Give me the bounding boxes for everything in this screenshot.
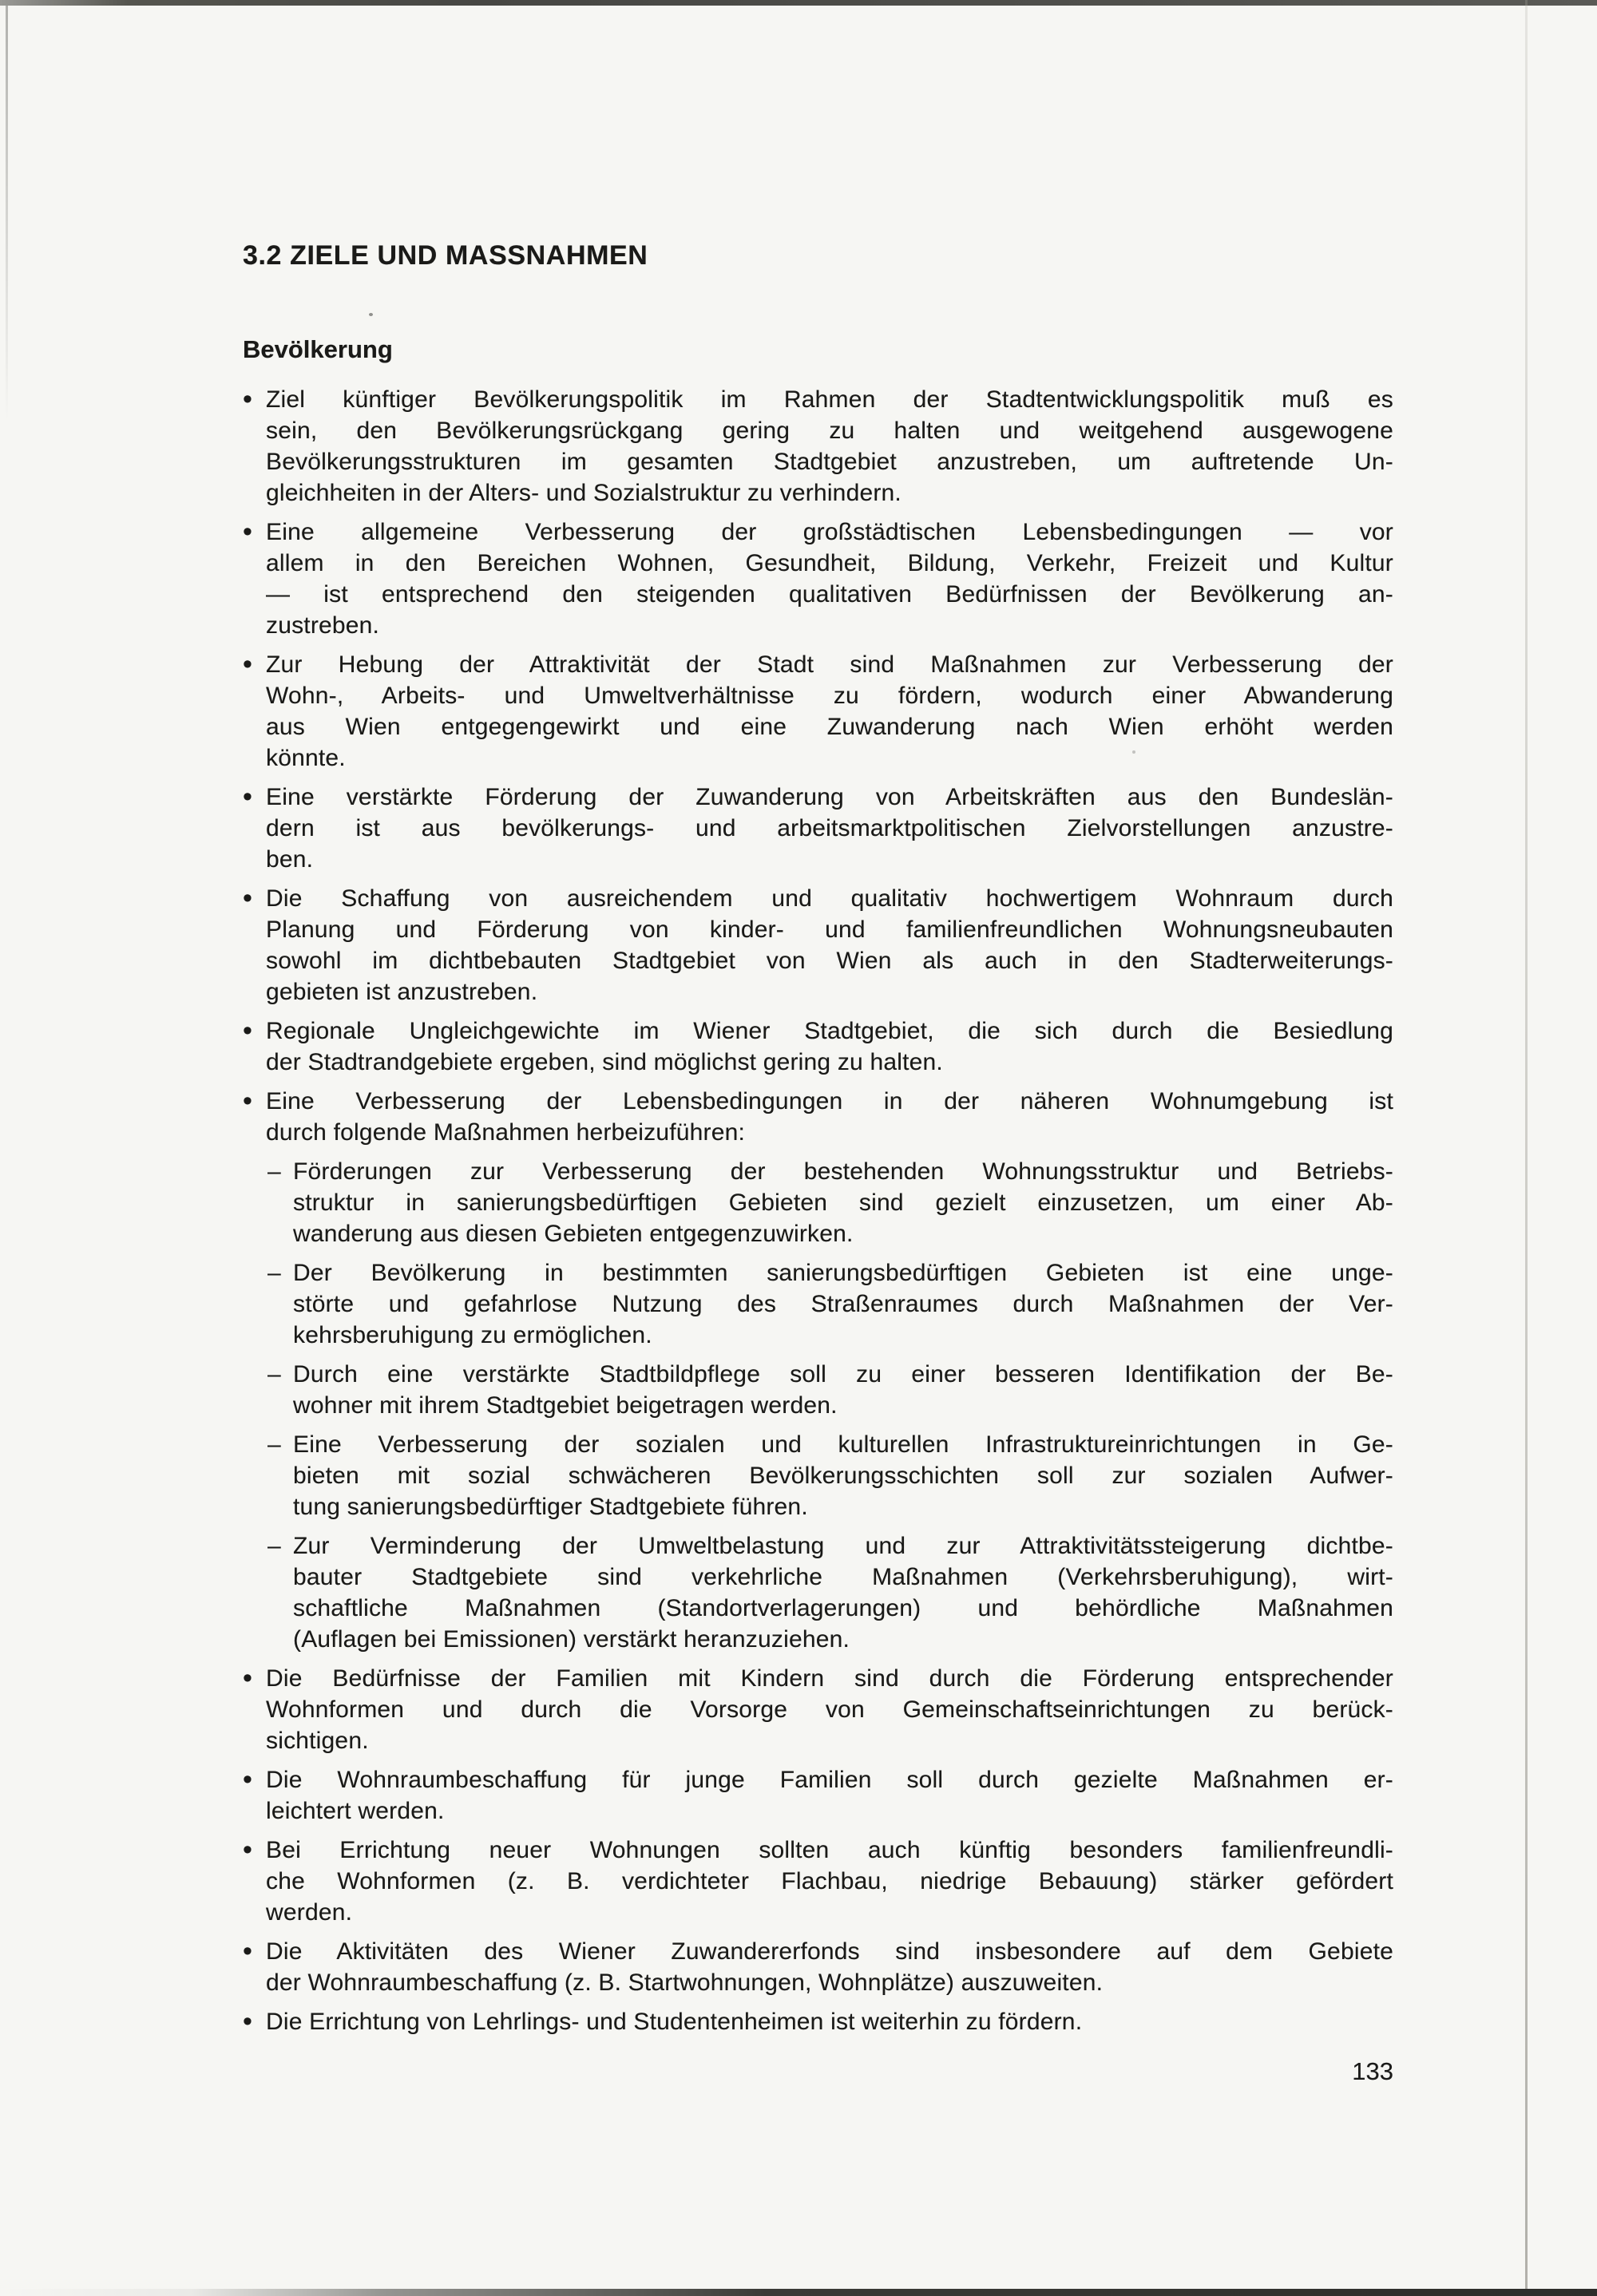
item-text — [266, 883, 1393, 1007]
dash-marker: – — [267, 1533, 281, 1559]
text-line: Eine Verbesserung der Lebensbedingungen in der näheren Wohnumgebung ist — [266, 1088, 1393, 1114]
text-line: Die Bedürfnisse der Familien mit Kindern sind durch die Förderung entsprechender — [266, 1665, 1393, 1692]
text-line: Ziel künftiger Bevölkerungspolitik im Rahmen der Stadtentwicklungspolitik muß es — [266, 386, 1393, 413]
list-item — [243, 649, 1393, 774]
text-line: Regionale Ungleichgewichte im Wiener Stadtgebiet, die sich durch die Besiedlung — [266, 1018, 1393, 1044]
section-heading: 3.2 ZIELE UND MASSNAHMEN — [243, 240, 648, 271]
item-text — [266, 1936, 1393, 1998]
text-line: Zur Verminderung der Umweltbelastung und zur Attraktivitätssteigerung dichtbe- — [293, 1533, 1393, 1559]
dash-marker: – — [267, 1260, 281, 1286]
dash-marker: – — [267, 1361, 281, 1387]
text-line: der Stadtrandgebiete ergeben, sind möglichst gering zu halten. — [266, 1049, 943, 1075]
list-item — [243, 1663, 1393, 1756]
bullet-marker: • — [243, 1835, 253, 1865]
list-item — [243, 1764, 1393, 1827]
list-item — [243, 1936, 1393, 1998]
text-line: sowohl im dichtbebauten Stadtgebiet von Wien als auch in den Stadterweiterungs- — [266, 948, 1393, 974]
item-text — [266, 1835, 1393, 1928]
text-line: allem in den Bereichen Wohnen, Gesundheit, Bildung, Verkehr, Freizeit und Kultur — [266, 550, 1393, 576]
page-number: 133 — [1352, 2057, 1393, 2085]
text-line: wohner mit ihrem Stadtgebiet beigetragen werden. — [293, 1392, 838, 1419]
bullet-marker: • — [243, 649, 253, 679]
text-line: Eine verstärkte Förderung der Zuwanderung von Arbeitskräften aus den Bundeslän- — [266, 784, 1393, 810]
text-line: Die Aktivitäten des Wiener Zuwandererfonds sind insbesondere auf dem Gebiete — [266, 1938, 1393, 1965]
text-line: (Auflagen bei Emissionen) verstärkt heranzuziehen. — [293, 1626, 850, 1653]
text-line: Wohnformen und durch die Vorsorge von Gemeinschaftseinrichtungen zu berück- — [266, 1696, 1393, 1723]
item-text — [293, 1429, 1393, 1522]
bullet-marker: • — [243, 782, 253, 812]
text-line: durch folgende Maßnahmen herbeizuführen: — [266, 1119, 746, 1146]
text-line: dern ist aus bevölkerungs- und arbeitsmarktpolitischen Zielvorstellungen anzustre- — [266, 815, 1393, 841]
list-item — [243, 384, 1393, 509]
item-text — [266, 782, 1393, 875]
scan-fold-line — [1525, 0, 1528, 2296]
list-item — [243, 782, 1393, 875]
text-line: Eine Verbesserung der sozialen und kulturellen Infrastruktureinrichtungen in Ge- — [293, 1431, 1393, 1458]
text-line: Planung und Förderung von kinder- und familienfreundlichen Wohnungsneubauten — [266, 916, 1393, 943]
text-line: sichtigen. — [266, 1728, 369, 1754]
text-line: Die Errichtung von Lehrlings- und Studentenheimen ist weiterhin zu fördern. — [266, 2009, 1083, 2035]
list-item — [243, 883, 1393, 1007]
item-text — [293, 1257, 1393, 1351]
list-item — [267, 1359, 1393, 1421]
item-text — [266, 384, 1393, 509]
text-line: Die Schaffung von ausreichendem und qualitativ hochwertigem Wohnraum durch — [266, 885, 1393, 912]
bullet-marker: • — [243, 1936, 253, 1966]
list-item — [267, 1429, 1393, 1522]
bullet-marker: • — [243, 1086, 253, 1116]
text-line: zustreben. — [266, 612, 380, 639]
list-item — [267, 1156, 1393, 1249]
bullet-marker: • — [243, 883, 253, 913]
item-text — [266, 1764, 1393, 1827]
text-line: bauter Stadtgebiete sind verkehrliche Maßnahmen (Verkehrsberuhigung), wirt- — [293, 1564, 1393, 1590]
text-line: — ist entsprechend den steigenden qualitativen Bedürfnissen der Bevölkerung an- — [266, 581, 1393, 608]
text-line: struktur in sanierungsbedürftigen Gebieten sind gezielt einzusetzen, um einer Ab- — [293, 1190, 1393, 1216]
bullet-marker: • — [243, 384, 253, 414]
bullet-marker: • — [243, 1764, 253, 1795]
text-line: wanderung aus diesen Gebieten entgegenzuwirken. — [293, 1221, 854, 1247]
page-bottom-edge-line — [0, 2289, 1597, 2296]
text-line: Durch eine verstärkte Stadtbildpflege soll zu einer besseren Identifikation der Be- — [293, 1361, 1393, 1387]
bullet-marker: • — [243, 517, 253, 547]
text-line: ben. — [266, 846, 314, 873]
text-line: leichtert werden. — [266, 1798, 445, 1824]
bullet-marker: • — [243, 1015, 253, 1046]
page-left-edge-line — [6, 6, 8, 421]
subsection-heading: Bevölkerung — [243, 335, 393, 363]
text-line: der Wohnraumbeschaffung (z. B. Startwohnungen, Wohnplätze) auszuweiten. — [266, 1969, 1104, 1996]
item-text — [266, 1015, 1393, 1078]
page-content — [243, 239, 1393, 2037]
text-line: störte und gefahrlose Nutzung des Straßenraumes durch Maßnahmen der Ver- — [293, 1291, 1393, 1317]
text-line: Bei Errichtung neuer Wohnungen sollten auch künftig besonders familienfreundli- — [266, 1837, 1393, 1863]
list-item — [243, 1835, 1393, 1928]
list-item — [243, 1015, 1393, 1078]
text-line: Bevölkerungsstrukturen im gesamten Stadtgebiet anzustreben, um auftretende Un- — [266, 449, 1393, 475]
text-line: werden. — [266, 1899, 353, 1926]
list-item — [243, 1086, 1393, 1148]
list-item — [243, 517, 1393, 641]
page-top-edge-line — [0, 0, 1597, 6]
list-item — [267, 1257, 1393, 1351]
item-text — [266, 1663, 1393, 1756]
text-line: aus Wien entgegengewirkt und eine Zuwanderung nach Wien erhöht werden — [266, 714, 1393, 740]
list-item — [243, 2006, 1393, 2037]
item-text — [266, 649, 1393, 774]
text-line: Die Wohnraumbeschaffung für junge Familien soll durch gezielte Maßnahmen er- — [266, 1767, 1393, 1793]
text-line: tung sanierungsbedürftiger Stadtgebiete führen. — [293, 1494, 808, 1520]
text-line: könnte. — [266, 745, 346, 771]
text-line: Wohn-, Arbeits- und Umweltverhältnisse zu fördern, wodurch einer Abwanderung — [266, 683, 1393, 709]
bullet-list — [243, 384, 1393, 2037]
bullet-marker: • — [243, 2006, 253, 2037]
text-line: sein, den Bevölkerungsrückgang gering zu halten und weitgehend ausgewogene — [266, 418, 1393, 444]
text-line: kehrsberuhigung zu ermöglichen. — [293, 1322, 652, 1348]
text-line: bieten mit sozial schwächeren Bevölkerungsschichten soll zur sozialen Aufwer- — [293, 1463, 1393, 1489]
text-line: Eine allgemeine Verbesserung der großstädtischen Lebensbedingungen — vor — [266, 519, 1393, 545]
list-item — [267, 1530, 1393, 1655]
text-line: che Wohnformen (z. B. verdichteter Flachbau, niedrige Bebauung) stärker gefördert — [266, 1868, 1393, 1894]
item-text — [266, 1086, 1393, 1148]
text-line: Der Bevölkerung in bestimmten sanierungsbedürftigen Gebieten ist eine unge- — [293, 1260, 1393, 1286]
item-text — [293, 1156, 1393, 1249]
text-line: Zur Hebung der Attraktivität der Stadt sind Maßnahmen zur Verbesserung der — [266, 651, 1393, 678]
text-line: Förderungen zur Verbesserung der bestehenden Wohnungsstruktur und Betriebs- — [293, 1158, 1393, 1185]
item-text — [266, 517, 1393, 641]
item-text — [293, 1359, 1393, 1421]
dash-marker: – — [267, 1158, 281, 1185]
text-line: schaftliche Maßnahmen (Standortverlagerungen) und behördliche Maßnahmen — [293, 1595, 1393, 1621]
text-line: gleichheiten in der Alters- und Sozialstruktur zu verhindern. — [266, 480, 902, 506]
item-text — [293, 1530, 1393, 1655]
item-text — [266, 2006, 1393, 2037]
text-line: gebieten ist anzustreben. — [266, 979, 538, 1005]
dash-marker: – — [267, 1431, 281, 1458]
bullet-marker: • — [243, 1663, 253, 1693]
